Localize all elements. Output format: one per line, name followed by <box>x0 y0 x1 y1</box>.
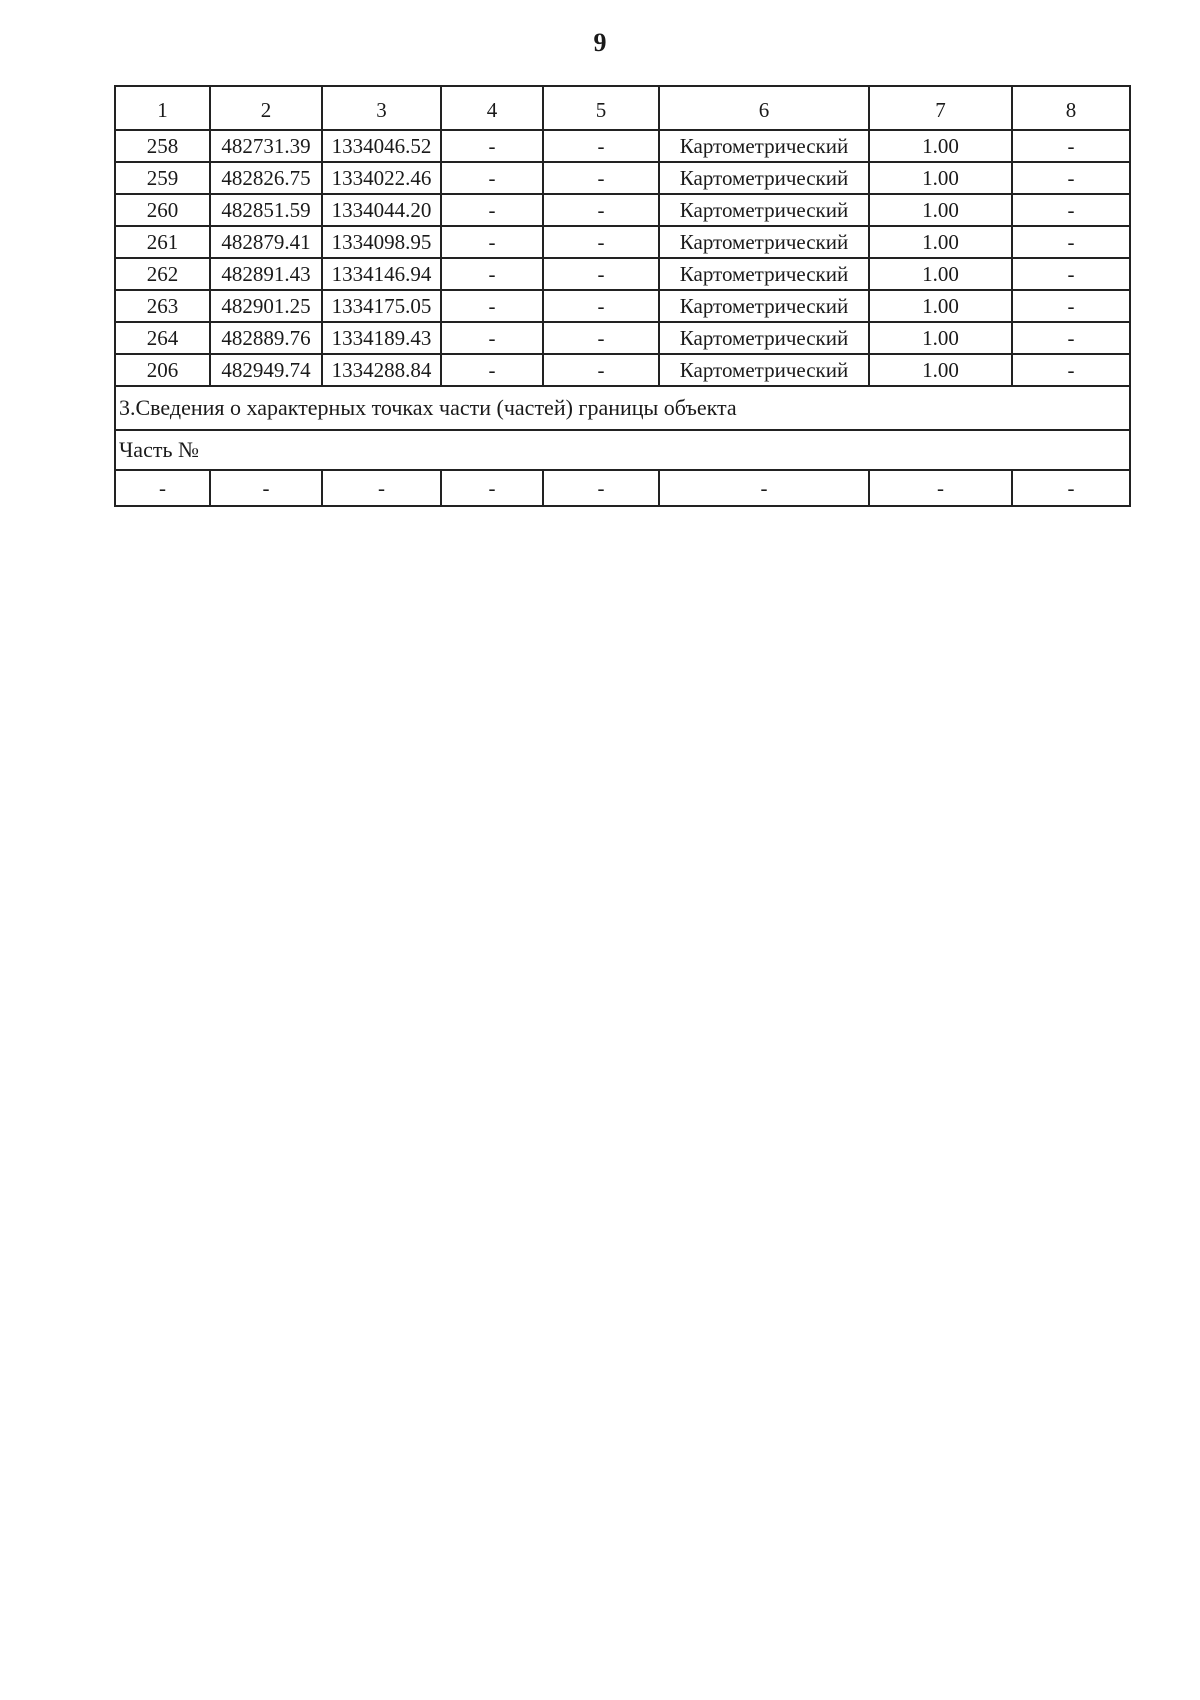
table-cell-col-4: - <box>441 162 543 194</box>
table-row <box>115 226 1130 258</box>
table-cell-col-3: 1334146.94 <box>322 258 441 290</box>
table-row <box>115 130 1130 162</box>
table-row <box>115 322 1130 354</box>
table-cell-col-1: 206 <box>115 354 210 386</box>
table-cell-col-5: - <box>543 130 659 162</box>
table-cell-col-5: - <box>543 470 659 506</box>
table-cell-col-5: - <box>543 162 659 194</box>
table-cell-col-2: 482879.41 <box>210 226 322 258</box>
table-cell-col-1: 264 <box>115 322 210 354</box>
table-cell-col-3: 3 <box>322 86 441 130</box>
table-cell-col-5: - <box>543 226 659 258</box>
table-cell-col-7: - <box>869 470 1012 506</box>
table-cell-col-7: 1.00 <box>869 322 1012 354</box>
table-cell-col-6: Картометрический <box>659 130 869 162</box>
table-cell-col-2: 482949.74 <box>210 354 322 386</box>
table-cell-col-4: - <box>441 470 543 506</box>
table-cell-col-8: - <box>1012 290 1130 322</box>
table-cell-col-8: - <box>1012 130 1130 162</box>
table-cell-col-2: - <box>210 470 322 506</box>
table-cell-col-8: - <box>1012 354 1130 386</box>
table-cell-col-8: - <box>1012 162 1130 194</box>
table-cell-col-7: 1.00 <box>869 290 1012 322</box>
table-cell-col-1: 262 <box>115 258 210 290</box>
table-cell-col-2: 482826.75 <box>210 162 322 194</box>
table-cell-col-2: 482889.76 <box>210 322 322 354</box>
table-row <box>115 290 1130 322</box>
table-cell-col-2: 482891.43 <box>210 258 322 290</box>
table-cell-col-4: - <box>441 354 543 386</box>
table-cell-col-6: Картометрический <box>659 194 869 226</box>
table-cell-col-1: - <box>115 470 210 506</box>
table-cell-col-1: 258 <box>115 130 210 162</box>
table-cell-col-8: - <box>1012 194 1130 226</box>
table-cell-col-3: 1334022.46 <box>322 162 441 194</box>
table-cell-col-7: 1.00 <box>869 354 1012 386</box>
table-cell-col-8: - <box>1012 226 1130 258</box>
page-number: 9 <box>593 28 607 57</box>
table-cell-col-2: 2 <box>210 86 322 130</box>
table-cell-col-5: - <box>543 322 659 354</box>
part-label: Часть № <box>115 430 1130 470</box>
table-cell-col-8: - <box>1012 322 1130 354</box>
table-cell-col-3: 1334189.43 <box>322 322 441 354</box>
table-header-row <box>115 86 1130 130</box>
table-cell-col-4: - <box>441 194 543 226</box>
table-cell-col-5: - <box>543 290 659 322</box>
table-row <box>115 354 1130 386</box>
table-cell-col-3: 1334098.95 <box>322 226 441 258</box>
table-cell-col-2: 482731.39 <box>210 130 322 162</box>
section-title-row <box>115 386 1130 430</box>
table-cell-col-3: 1334044.20 <box>322 194 441 226</box>
table-cell-col-4: - <box>441 290 543 322</box>
table-cell-col-1: 261 <box>115 226 210 258</box>
table-cell-col-8: 8 <box>1012 86 1130 130</box>
table-cell-col-7: 1.00 <box>869 130 1012 162</box>
table-empty-row <box>115 470 1130 506</box>
table-cell-col-2: 482851.59 <box>210 194 322 226</box>
table-cell-col-6: Картометрический <box>659 322 869 354</box>
section-title: 3.Сведения о характерных точках части (частей) границы объекта <box>115 386 1130 430</box>
table-cell-col-5: 5 <box>543 86 659 130</box>
table-row <box>115 258 1130 290</box>
table-cell-col-1: 1 <box>115 86 210 130</box>
table-cell-col-7: 7 <box>869 86 1012 130</box>
table-cell-col-3: 1334046.52 <box>322 130 441 162</box>
table-cell-col-6: - <box>659 470 869 506</box>
table-row <box>115 162 1130 194</box>
table-cell-col-4: - <box>441 226 543 258</box>
table-row <box>115 194 1130 226</box>
table-cell-col-8: - <box>1012 470 1130 506</box>
table-cell-col-6: Картометрический <box>659 258 869 290</box>
boundary-points-table <box>114 85 1131 507</box>
table-cell-col-7: 1.00 <box>869 226 1012 258</box>
table-cell-col-1: 259 <box>115 162 210 194</box>
table-cell-col-7: 1.00 <box>869 258 1012 290</box>
table-cell-col-3: 1334288.84 <box>322 354 441 386</box>
table-cell-col-1: 260 <box>115 194 210 226</box>
table-cell-col-4: - <box>441 258 543 290</box>
table-cell-col-6: Картометрический <box>659 354 869 386</box>
table-cell-col-7: 1.00 <box>869 162 1012 194</box>
table-cell-col-4: - <box>441 130 543 162</box>
table-cell-col-6: Картометрический <box>659 162 869 194</box>
table-cell-col-4: 4 <box>441 86 543 130</box>
table-cell-col-6: Картометрический <box>659 226 869 258</box>
table-cell-col-5: - <box>543 258 659 290</box>
table-cell-col-5: - <box>543 354 659 386</box>
table-cell-col-7: 1.00 <box>869 194 1012 226</box>
table-cell-col-6: 6 <box>659 86 869 130</box>
table-cell-col-8: - <box>1012 258 1130 290</box>
table-cell-col-6: Картометрический <box>659 290 869 322</box>
table-cell-col-5: - <box>543 194 659 226</box>
table-cell-col-3: - <box>322 470 441 506</box>
table-cell-col-3: 1334175.05 <box>322 290 441 322</box>
table-cell-col-1: 263 <box>115 290 210 322</box>
table-cell-col-2: 482901.25 <box>210 290 322 322</box>
part-label-row <box>115 430 1130 470</box>
table-cell-col-4: - <box>441 322 543 354</box>
